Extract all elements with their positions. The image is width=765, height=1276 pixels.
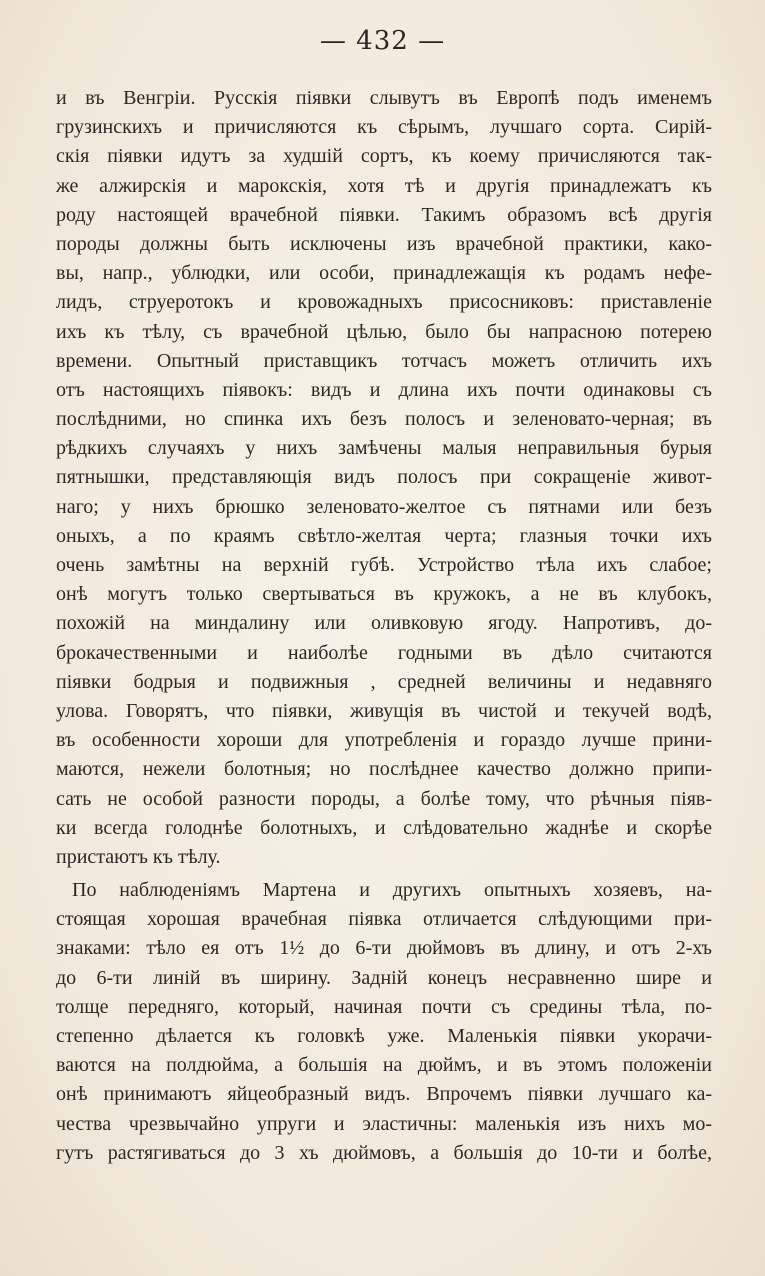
- text-line: знаками: тѣло ея отъ 1½ до 6-ти дюймовъ въ длину, и отъ 2-хъ: [56, 937, 712, 960]
- text-line: піявки бодрыя и подвижныя , средней величины и недавняго: [56, 670, 712, 693]
- text-line: чества чрезвычайно упруги и эластичны: маленькія изъ нихъ мо-: [56, 1112, 712, 1135]
- text-line: до 6-ти линій въ ширину. Задній конецъ несравненно шире и: [56, 966, 712, 989]
- text-line: вы, напр., ублюдки, или особи, принадлежащія къ родамъ нефе-: [56, 262, 712, 285]
- text-line: похожій на миндалину или оливковую ягоду. Напротивъ, до-: [56, 612, 712, 635]
- text-line: брокачественными и наиболѣе годными въ дѣло считаются: [56, 641, 712, 664]
- text-line: послѣдними, но спинка ихъ безъ полосъ и зеленовато-черная; въ: [56, 408, 712, 431]
- paragraph: [56, 84, 712, 872]
- text-line: ки всегда голоднѣе болотныхъ, и слѣдовательно жаднѣе и скорѣе: [56, 816, 712, 839]
- text-line: лидъ, струеротокъ и кровожадныхъ присосниковъ: приставленіе: [56, 291, 712, 314]
- text-line: очень замѣтны на верхній губѣ. Устройство тѣла ихъ слабое;: [56, 554, 712, 576]
- text-line: ваются на полдюйма, а большія на дюймъ, и въ этомъ положеніи: [56, 1054, 712, 1077]
- text-line: онѣ принимаютъ яйцеобразный видъ. Впрочемъ піявки лучшаго ка-: [56, 1083, 712, 1106]
- text-line: въ особенности хороши для употребленія и гораздо лучше прини-: [56, 729, 712, 752]
- body-text: [56, 84, 712, 1168]
- text-line: же алжирскія и марокскія, хотя тѣ и другія принадлежатъ къ: [56, 174, 712, 197]
- text-line: пятнышки, представляющія видъ полосъ при сокращеніе живот-: [56, 466, 712, 489]
- text-line: сать не особой разности породы, а болѣе тому, что рѣчныя піяв-: [56, 787, 712, 810]
- text-line: времени. Опытный приставщикъ тотчасъ можетъ отличить ихъ: [56, 349, 712, 372]
- text-line: породы должны быть исключены изъ врачебной практики, како-: [56, 232, 712, 255]
- text-line: наго; у нихъ брюшко зеленовато-желтое съ пятнами или безъ: [56, 495, 712, 518]
- text-line: стоящая хорошая врачебная піявка отличается слѣдующими при-: [56, 908, 712, 931]
- text-line: пристаютъ къ тѣлу.: [56, 845, 221, 868]
- text-line: ихъ къ тѣлу, съ врачебной цѣлью, было бы напрасною потерею: [56, 320, 712, 343]
- text-line: рѣдкихъ случаяхъ у нихъ замѣчены малыя неправильныя бурыя: [56, 437, 712, 460]
- text-line: грузинскихъ и причисляются къ сѣрымъ, лучшаго сорта. Сирій-: [56, 116, 712, 139]
- paragraph: [56, 876, 712, 1168]
- text-line: толще передняго, который, начиная почти съ средины тѣла, по-: [56, 995, 712, 1018]
- text-line: степенно дѣлается къ головкѣ уже. Маленькія піявки укорачи-: [56, 1025, 712, 1047]
- page-number: — 432 —: [319, 26, 446, 56]
- text-line: улова. Говорятъ, что піявки, живущія въ чистой и текучей водѣ,: [56, 699, 712, 722]
- text-line: отъ настоящихъ піявокъ: видъ и длина ихъ почти одинаковы съ: [56, 378, 712, 401]
- text-line: гутъ растягиваться до 3 хъ дюймовъ, а большія до 10-ти и болѣе,: [56, 1141, 712, 1164]
- text-line: онѣ могутъ только свертываться въ кружокъ, а не въ клубокъ,: [56, 583, 712, 606]
- text-line: и въ Венгріи. Русскія піявки слывутъ въ Европѣ подъ именемъ: [56, 87, 712, 109]
- text-line: маются, нежели болотныя; но послѣднее качество должно припи-: [56, 758, 712, 781]
- text-line: роду настоящей врачебной піявки. Такимъ образомъ всѣ другія: [56, 203, 712, 226]
- text-line: скія піявки идутъ за худшій сортъ, къ коему причисляются так-: [56, 145, 712, 168]
- text-line: По наблюденіямъ Мартена и другихъ опытныхъ хозяевъ, на-: [72, 879, 712, 902]
- text-line: оныхъ, а по краямъ свѣтло-желтая черта; глазныя точки ихъ: [56, 524, 712, 547]
